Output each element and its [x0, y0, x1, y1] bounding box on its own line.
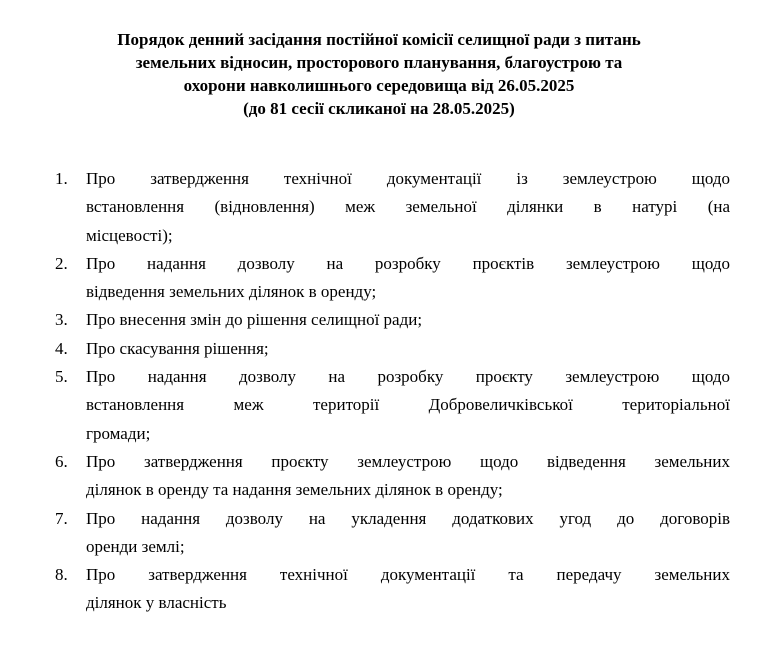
- document-heading: [40, 28, 718, 120]
- agenda-item-line: Про затвердження проєкту землеустрою щодо відведення земельних: [86, 451, 730, 471]
- agenda-item-line: громади;: [86, 423, 151, 443]
- heading-line-3: охорони навколишнього середовища від 26.05.2025: [183, 76, 575, 95]
- agenda-item-line: встановлення (відновлення) меж земельної ділянки в натурі (на: [86, 197, 730, 217]
- agenda-item-line: ділянок у власність: [86, 593, 227, 613]
- agenda-item-1: [55, 165, 730, 250]
- agenda-item-line: Про затвердження технічної документації та передачу земельних: [86, 565, 730, 585]
- agenda-item-5: [55, 363, 730, 448]
- agenda-item-line: Про надання дозволу на розробку проєкту землеустрою щодо: [86, 367, 730, 387]
- agenda-item-7: [55, 505, 730, 562]
- agenda-item-line: встановлення меж території Добровеличківської територіальної: [86, 395, 730, 415]
- agenda-item-line: ділянок в оренду та надання земельних ділянок в оренду;: [86, 480, 503, 500]
- agenda-item-6: [55, 448, 730, 505]
- agenda-item-line: Про надання дозволу на розробку проєктів землеустрою щодо: [86, 253, 730, 273]
- agenda-item-line: Про внесення змін до рішення селищної ради;: [86, 310, 423, 330]
- heading-line-1: Порядок денний засідання постійної комісії селищної ради з питань: [117, 30, 641, 49]
- heading-line-2: земельних відносин, просторового планування, благоустрою та: [135, 53, 623, 72]
- agenda-item-line: відведення земельних ділянок в оренду;: [86, 282, 377, 302]
- agenda-list: [55, 165, 730, 618]
- agenda-item-number: 1.: [55, 169, 68, 188]
- agenda-item-line: оренди землі;: [86, 536, 185, 556]
- agenda-item-number: 7.: [55, 508, 68, 528]
- agenda-item-3: [55, 306, 730, 334]
- agenda-item-number: 3.: [55, 310, 68, 330]
- heading-line-4: (до 81 сесії скликаної на 28.05.2025): [243, 99, 515, 118]
- agenda-item-number: 2.: [55, 253, 68, 273]
- agenda-item-line: Про затвердження технічної документації із землеустрою щодо: [86, 169, 730, 188]
- agenda-item-number: 5.: [55, 367, 68, 387]
- agenda-item-line: місцевості);: [86, 225, 173, 245]
- agenda-item-4: [55, 335, 730, 363]
- agenda-item-number: 6.: [55, 451, 68, 471]
- agenda-item-8: [55, 561, 730, 618]
- agenda-item-2: [55, 250, 730, 307]
- agenda-item-line: Про скасування рішення;: [86, 338, 269, 358]
- agenda-item-number: 8.: [55, 565, 68, 585]
- agenda-item-line: Про надання дозволу на укладення додаткових угод до договорів: [86, 508, 730, 528]
- agenda-item-number: 4.: [55, 338, 68, 358]
